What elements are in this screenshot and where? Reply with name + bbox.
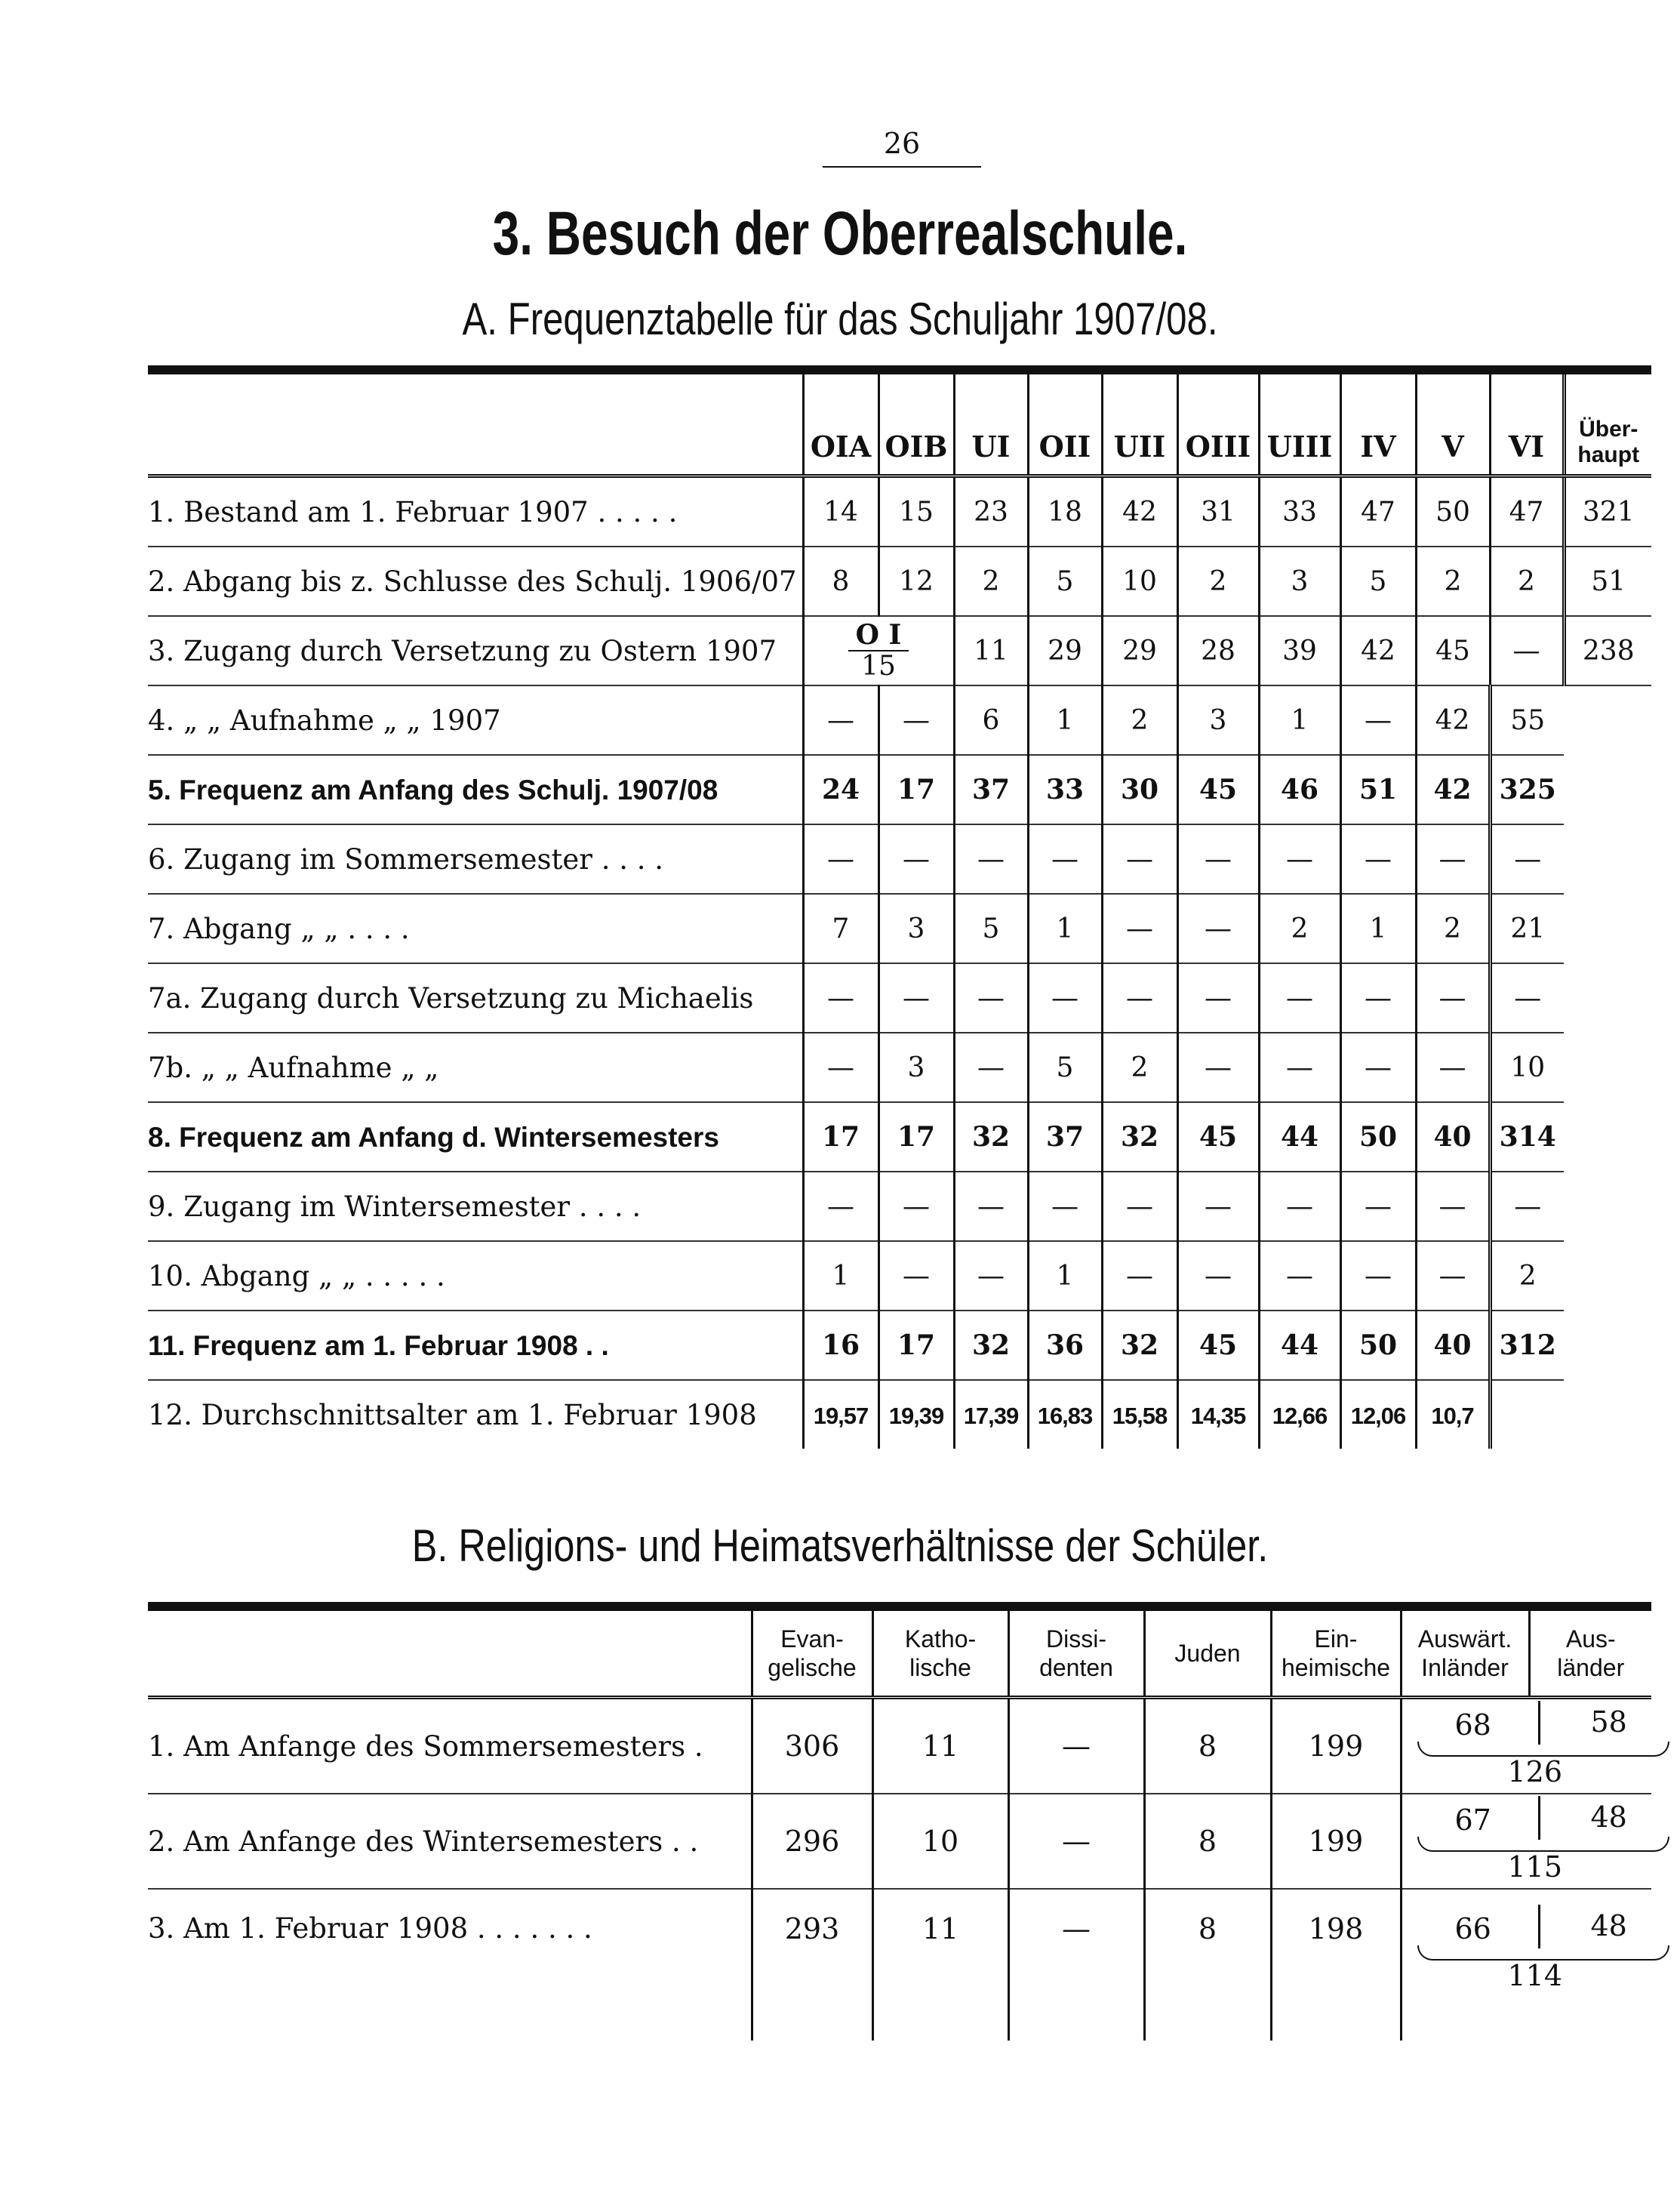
cell-value: 2: [1259, 894, 1340, 963]
cell-value: 2: [1490, 547, 1564, 616]
cell-value: 51: [1340, 755, 1416, 824]
table-row: [148, 963, 1651, 1033]
cell-value: 5: [954, 894, 1028, 963]
cell-value: 312: [1490, 1311, 1564, 1380]
header-label-cell: [148, 1606, 752, 1698]
cell-value: 306: [752, 1698, 872, 1794]
column-header: Ein- heimische: [1271, 1606, 1401, 1698]
cell-value: 6: [954, 685, 1028, 755]
cell-value: [803, 1380, 878, 1449]
cell-value: —: [1177, 894, 1259, 963]
row-label: [148, 755, 803, 824]
cell-value: 39: [1259, 616, 1340, 685]
cell-value: 2: [1416, 894, 1490, 963]
header-row: [148, 370, 1651, 476]
cell-value: —: [878, 685, 954, 755]
column-header: UI: [954, 370, 1028, 476]
cell-value: 8: [1144, 1794, 1271, 1889]
row-label-text: 7b. „ „ Aufnahme „ „: [148, 1051, 439, 1084]
column-header: Evan- gelische: [752, 1606, 872, 1698]
cell-value: 36: [1028, 1311, 1102, 1380]
cell-value: 23: [954, 476, 1028, 547]
cell-value: 8: [803, 547, 878, 616]
cell-value: 28: [1177, 616, 1259, 685]
cell-value: 7: [803, 894, 878, 963]
cell-value: 199: [1271, 1698, 1401, 1794]
cell-value: 16: [803, 1311, 878, 1380]
cell-value: —: [1259, 824, 1340, 894]
row-label-text: 10. Abgang „ „ . . . . .: [148, 1259, 445, 1292]
cell-value: —: [1416, 963, 1490, 1033]
cell-value: —: [1008, 1698, 1144, 1794]
row-label: [148, 963, 803, 1033]
row-label-text: 2. Abgang bis z. Schlusse des Schulj. 1906/07: [148, 565, 797, 598]
row-label-text: 7a. Zugang durch Versetzung zu Michaelis: [148, 981, 754, 1015]
cell-value: —: [1416, 1033, 1490, 1102]
cell-value: [1259, 1380, 1340, 1449]
table-row: [148, 894, 1651, 963]
cell-value: 8: [1144, 1698, 1271, 1794]
table-row: [148, 755, 1651, 824]
cell-value: —: [1028, 1172, 1102, 1241]
cell-value: —: [954, 963, 1028, 1033]
column-header: UII: [1102, 370, 1177, 476]
cell-value: 37: [954, 755, 1028, 824]
cell-value: 29: [1028, 616, 1102, 685]
age-value: 14,35: [1190, 1402, 1246, 1429]
row-label: 1. Am Anfange des Sommersemesters .: [148, 1698, 752, 1794]
row-label: [148, 1033, 803, 1102]
row-label-text: 3. Zugang durch Versetzung zu Ostern 1907: [148, 634, 777, 667]
cell-value: [1028, 1380, 1102, 1449]
cell-value: —: [1259, 963, 1340, 1033]
cell-value: —: [954, 1033, 1028, 1102]
table-row: [148, 1241, 1651, 1311]
cell-value: 40: [1416, 1311, 1490, 1380]
cell-value: 314: [1490, 1102, 1564, 1172]
cell-value: —: [1102, 894, 1177, 963]
cell-value: 198: [1271, 1889, 1401, 2041]
cell-value: [1102, 1380, 1177, 1449]
cell-value: [1490, 1380, 1564, 1449]
cell-value: 1: [1028, 894, 1102, 963]
cell-value: 51: [1564, 547, 1651, 616]
auswaerts-group: [1401, 1794, 1651, 1889]
cell-value: —: [1102, 1241, 1177, 1311]
cell-value: 3: [878, 1033, 954, 1102]
row-label: [148, 824, 803, 894]
column-header: Katho- lische: [872, 1606, 1008, 1698]
cell-value: [1416, 1380, 1490, 1449]
row-label: [148, 1172, 803, 1241]
cell-value: —: [1490, 1172, 1564, 1241]
row-label: 3. Am 1. Februar 1908 . . . . . . .: [148, 1912, 592, 1945]
cell-value: —: [803, 685, 878, 755]
religion-table: [148, 1602, 1651, 2041]
cell-value: 12: [878, 547, 954, 616]
cell-value: 47: [1490, 476, 1564, 547]
age-value: 19,57: [813, 1402, 869, 1429]
table-row: [148, 1172, 1651, 1241]
age-value: 12,06: [1350, 1402, 1406, 1429]
cell-value: 1: [1028, 685, 1102, 755]
header-row: [148, 1606, 1651, 1698]
cell-value: 2: [1490, 1241, 1564, 1311]
cell-value: 50: [1340, 1102, 1416, 1172]
cell-value: 55: [1490, 685, 1564, 755]
cell-value: —: [1028, 963, 1102, 1033]
page-number: 26: [823, 127, 981, 168]
divider: [1538, 1905, 1540, 1948]
cell-value: 42: [1416, 755, 1490, 824]
cell-value: 3: [878, 894, 954, 963]
row-label: 2. Am Anfange des Wintersemesters . .: [148, 1794, 752, 1889]
cell-value: 8: [1144, 1889, 1271, 2041]
inlaender-value: 67: [1454, 1803, 1491, 1837]
cell-value: [878, 1380, 954, 1449]
cell-value: —: [1340, 1241, 1416, 1311]
cell-value: —: [878, 1172, 954, 1241]
cell-value: 3: [1177, 685, 1259, 755]
cell-value: 1: [803, 1241, 878, 1311]
cell-value: —: [1008, 1794, 1144, 1889]
age-value: 19,39: [888, 1402, 944, 1429]
cell-value: 10: [872, 1794, 1008, 1889]
cell-value: 44: [1259, 1102, 1340, 1172]
sum-value: 114: [1507, 1959, 1563, 1992]
cell-value: —: [954, 1172, 1028, 1241]
row-label: [148, 894, 803, 963]
cell-value: —: [1028, 824, 1102, 894]
cell-value: 1: [1028, 1241, 1102, 1311]
table-row: [148, 1033, 1651, 1102]
cell-value: 30: [1102, 755, 1177, 824]
cell-value: 42: [1416, 685, 1490, 755]
cell-value: —: [1340, 685, 1416, 755]
cell-value: 2: [1102, 1033, 1177, 1102]
auslaender-value: 48: [1590, 1909, 1627, 1942]
cell-value: 14: [803, 476, 878, 547]
column-header: OII: [1028, 370, 1102, 476]
brace-group: [1402, 1705, 1652, 1788]
age-value: 10,7: [1431, 1402, 1474, 1429]
table-row: [148, 1311, 1651, 1380]
row-label-text: 6. Zugang im Sommersemester . . . .: [148, 842, 664, 876]
cell-value: 50: [1416, 476, 1490, 547]
row-label: [148, 1241, 803, 1311]
cell-value: 293: [752, 1889, 872, 2041]
cell-value: —: [1340, 1033, 1416, 1102]
cell-value: —: [803, 1033, 878, 1102]
cell-value: 11: [954, 616, 1028, 685]
column-header: Aus- länder: [1529, 1606, 1651, 1698]
cell-value: —: [1102, 963, 1177, 1033]
cell-value: 29: [1102, 616, 1177, 685]
row-label-text: 4. „ „ Aufnahme „ „ 1907: [148, 704, 501, 737]
inlaender-value: 66: [1454, 1912, 1491, 1945]
table-row: [148, 1698, 1651, 1794]
cell-value: 321: [1564, 476, 1651, 547]
row-label: [148, 547, 803, 616]
column-header: OIA: [803, 370, 878, 476]
cell-value: —: [1177, 1172, 1259, 1241]
row-label-text: 5. Frequenz am Anfang des Schulj. 1907/08: [148, 775, 718, 805]
row-label: [148, 1380, 803, 1449]
oi-group: [848, 620, 909, 682]
cell-value: —: [1416, 1172, 1490, 1241]
cell-value: 11: [872, 1698, 1008, 1794]
cell-value: 40: [1416, 1102, 1490, 1172]
cell-value: —: [1416, 1241, 1490, 1311]
divider: [1538, 1796, 1540, 1840]
cell-value: —: [954, 1241, 1028, 1311]
cell-value: —: [1340, 963, 1416, 1033]
table-row: [148, 1102, 1651, 1172]
cell-value: 37: [1028, 1102, 1102, 1172]
auswaerts-group: [1401, 1889, 1651, 2041]
cell-value: 1: [1259, 685, 1340, 755]
sum-value: 126: [1507, 1755, 1563, 1788]
cell-value: —: [1259, 1241, 1340, 1311]
age-value: 12,66: [1272, 1402, 1328, 1429]
row-label: [148, 1311, 803, 1380]
section-a-title: A. Frequenztabelle für das Schuljahr 1907/08.: [462, 294, 1218, 344]
column-header: OIB: [878, 370, 954, 476]
cell-value: —: [1490, 824, 1564, 894]
row-label-text: 7. Abgang „ „ . . . .: [148, 912, 410, 945]
cell-value: —: [803, 1172, 878, 1241]
age-value: 17,39: [963, 1402, 1019, 1429]
section-b-title: B. Religions- und Heimatsverhältnisse der Schüler.: [411, 1520, 1269, 1571]
cell-value: 42: [1340, 616, 1416, 685]
auswaerts-group: [1401, 1698, 1651, 1794]
cell-value: 1: [1340, 894, 1416, 963]
column-header: IV: [1340, 370, 1416, 476]
cell-value: 10: [1102, 547, 1177, 616]
brace-icon: [1417, 1742, 1669, 1757]
cell-value: 33: [1259, 476, 1340, 547]
cell-value: 17: [878, 755, 954, 824]
cell-value: 45: [1177, 755, 1259, 824]
cell-value: —: [878, 1241, 954, 1311]
cell-value: 47: [1340, 476, 1416, 547]
cell-value: —: [1102, 824, 1177, 894]
table-row: [148, 476, 1651, 547]
cell-value: 32: [1102, 1311, 1177, 1380]
cell-value: 11: [872, 1889, 1008, 2041]
table-row: [148, 1794, 1651, 1889]
cell-value: —: [1177, 824, 1259, 894]
cell-value: —: [803, 963, 878, 1033]
cell-value: 2: [1102, 685, 1177, 755]
auslaender-value: 48: [1590, 1800, 1627, 1834]
cell-value: —: [1102, 1172, 1177, 1241]
cell-value: 15: [878, 476, 954, 547]
row-label-text: 8. Frequenz am Anfang d. Wintersemesters: [148, 1122, 719, 1153]
frequency-table: [148, 365, 1651, 1449]
cell-value: —: [1490, 963, 1564, 1033]
cell-value: 32: [954, 1102, 1028, 1172]
header-label-cell: [148, 370, 803, 476]
cell-value: [1340, 1380, 1416, 1449]
cell-value: —: [1340, 1172, 1416, 1241]
column-header: V: [1416, 370, 1490, 476]
sum-value: 115: [1507, 1850, 1563, 1884]
table-row: [148, 685, 1651, 755]
oi-header: O I: [848, 620, 909, 651]
brace-group: [1402, 1909, 1652, 1992]
inlaender-value: 68: [1454, 1708, 1491, 1742]
cell-value: 5: [1340, 547, 1416, 616]
auslaender-value: 58: [1590, 1705, 1627, 1739]
cell-value: [1177, 1380, 1259, 1449]
merged-oi-cell: [803, 616, 954, 685]
cell-value: 2: [954, 547, 1028, 616]
cell-value: 17: [878, 1102, 954, 1172]
cell-value: —: [1259, 1172, 1340, 1241]
column-header: VI: [1490, 370, 1564, 476]
cell-value: [954, 1380, 1028, 1449]
cell-value: —: [1340, 824, 1416, 894]
cell-value: —: [1259, 1033, 1340, 1102]
oi-value: 15: [861, 651, 896, 682]
row-label: [148, 616, 803, 685]
brace-icon: [1417, 1945, 1669, 1961]
table-row: [148, 1889, 1651, 2041]
cell-value: 31: [1177, 476, 1259, 547]
cell-value: 33: [1028, 755, 1102, 824]
row-label-text: 12. Durchschnittsalter am 1. Februar 1908: [148, 1398, 757, 1431]
cell-value: —: [1177, 1033, 1259, 1102]
age-value: 16,83: [1037, 1402, 1093, 1429]
cell-value: 10: [1490, 1033, 1564, 1102]
cell-value: 21: [1490, 894, 1564, 963]
cell-value: 32: [954, 1311, 1028, 1380]
divider: [1538, 1701, 1540, 1745]
cell-value: —: [1177, 1241, 1259, 1311]
table-row: [148, 1380, 1651, 1449]
row-label: [148, 685, 803, 755]
column-header: Juden: [1144, 1606, 1271, 1698]
table-row: [148, 824, 1651, 894]
cell-value: 42: [1102, 476, 1177, 547]
cell-value: 325: [1490, 755, 1564, 824]
row-label: [148, 476, 803, 547]
cell-value: —: [1177, 963, 1259, 1033]
row-label-text: 9. Zugang im Wintersemester . . . .: [148, 1190, 642, 1223]
cell-value: 24: [803, 755, 878, 824]
cell-value: 2: [1177, 547, 1259, 616]
cell-value: 296: [752, 1794, 872, 1889]
cell-value: 5: [1028, 1033, 1102, 1102]
cell-value: 17: [878, 1311, 954, 1380]
cell-value: 45: [1177, 1311, 1259, 1380]
cell-value: —: [1416, 824, 1490, 894]
cell-value: —: [1490, 616, 1564, 685]
cell-value: —: [878, 963, 954, 1033]
column-header: Dissi- denten: [1008, 1606, 1144, 1698]
cell-value: 50: [1340, 1311, 1416, 1380]
table-row: [148, 547, 1651, 616]
column-header: OIII: [1177, 370, 1259, 476]
cell-value: 18: [1028, 476, 1102, 547]
cell-value: 3: [1259, 547, 1340, 616]
cell-value: 5: [1028, 547, 1102, 616]
column-header: Über- haupt: [1564, 370, 1651, 476]
cell-value: —: [803, 824, 878, 894]
cell-value: —: [878, 824, 954, 894]
row-label-text: 11. Frequenz am 1. Februar 1908 . .: [148, 1330, 609, 1361]
cell-value: 45: [1416, 616, 1490, 685]
cell-value: 46: [1259, 755, 1340, 824]
brace-icon: [1417, 1837, 1669, 1852]
cell-value: —: [1008, 1889, 1144, 2041]
cell-value: 2: [1416, 547, 1490, 616]
brace-group: [1402, 1800, 1652, 1884]
cell-value: —: [954, 824, 1028, 894]
table-row: [148, 616, 1651, 685]
row-label: [148, 1102, 803, 1172]
page-title: 3. Besuch der Oberrealschule.: [492, 199, 1188, 268]
cell-value: 45: [1177, 1102, 1259, 1172]
cell-value: 238: [1564, 616, 1651, 685]
cell-value: 199: [1271, 1794, 1401, 1889]
column-header: UIII: [1259, 370, 1340, 476]
cell-value: 32: [1102, 1102, 1177, 1172]
column-header: Auswärt. Inländer: [1401, 1606, 1529, 1698]
age-value: 15,58: [1112, 1402, 1168, 1429]
row-label-text: 1. Bestand am 1. Februar 1907 . . . . .: [148, 495, 678, 528]
cell-value: 17: [803, 1102, 878, 1172]
cell-value: 44: [1259, 1311, 1340, 1380]
